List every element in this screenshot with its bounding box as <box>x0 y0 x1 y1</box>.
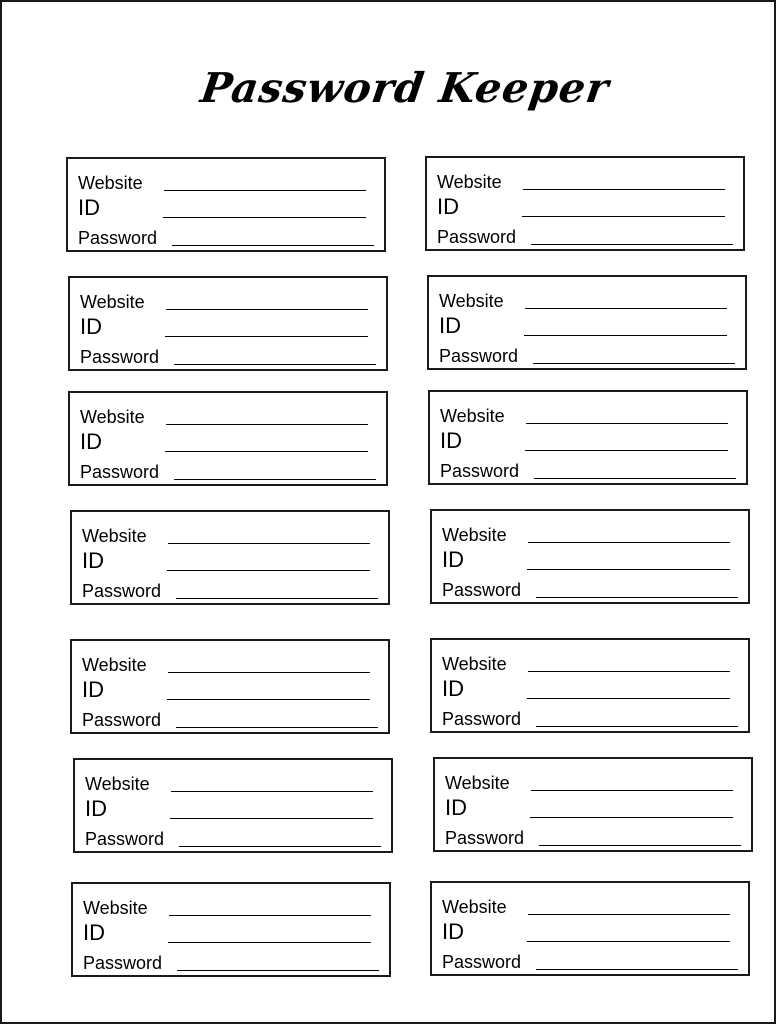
id-row <box>83 922 371 944</box>
id-field[interactable] <box>167 699 370 700</box>
website-label: Website <box>439 291 504 311</box>
password-entry-card <box>73 758 393 853</box>
id-label: ID <box>82 548 104 573</box>
id-row <box>80 431 368 453</box>
id-row <box>85 798 373 820</box>
password-row <box>442 581 738 599</box>
id-field[interactable] <box>524 335 727 336</box>
password-row <box>439 347 735 365</box>
password-field[interactable] <box>536 597 738 598</box>
id-row <box>80 316 368 338</box>
password-label: Password <box>442 709 522 729</box>
password-row <box>445 829 741 847</box>
website-label: Website <box>437 172 502 192</box>
password-row <box>82 711 378 729</box>
password-label: Password <box>78 228 158 248</box>
website-label: Website <box>82 655 147 675</box>
website-label: Website <box>442 897 507 917</box>
password-field[interactable] <box>176 727 378 728</box>
website-field[interactable] <box>528 671 730 672</box>
password-field[interactable] <box>534 478 736 479</box>
website-field[interactable] <box>525 308 727 309</box>
password-row <box>442 710 738 728</box>
password-label: Password <box>80 462 160 482</box>
password-entry-card <box>68 391 388 486</box>
password-field[interactable] <box>172 245 374 246</box>
password-row <box>437 228 733 246</box>
id-row <box>445 797 733 819</box>
website-row <box>437 173 725 191</box>
id-label: ID <box>83 920 105 945</box>
password-row <box>82 582 378 600</box>
website-field[interactable] <box>528 542 730 543</box>
password-entry-card <box>68 276 388 371</box>
website-label: Website <box>445 773 510 793</box>
password-label: Password <box>440 461 520 481</box>
password-entry-card <box>70 510 390 605</box>
password-field[interactable] <box>539 845 741 846</box>
id-field[interactable] <box>167 570 370 571</box>
website-field[interactable] <box>168 543 370 544</box>
id-label: ID <box>440 428 462 453</box>
id-label: ID <box>442 676 464 701</box>
password-row <box>83 954 379 972</box>
id-row <box>442 921 730 943</box>
website-row <box>80 293 368 311</box>
website-label: Website <box>83 898 148 918</box>
id-field[interactable] <box>165 451 368 452</box>
id-field[interactable] <box>530 817 733 818</box>
id-row <box>442 549 730 571</box>
password-label: Password <box>80 347 160 367</box>
website-field[interactable] <box>169 915 371 916</box>
id-field[interactable] <box>525 450 728 451</box>
id-field[interactable] <box>170 818 373 819</box>
website-label: Website <box>442 654 507 674</box>
id-label: ID <box>442 547 464 572</box>
website-row <box>442 898 730 916</box>
website-row <box>78 174 366 192</box>
website-field[interactable] <box>523 189 725 190</box>
password-row <box>78 229 374 247</box>
password-label: Password <box>82 710 162 730</box>
website-row <box>442 655 730 673</box>
id-row <box>439 315 727 337</box>
website-label: Website <box>78 173 143 193</box>
id-row <box>437 196 725 218</box>
password-field[interactable] <box>531 244 733 245</box>
id-row <box>82 550 370 572</box>
password-entry-card <box>430 509 750 604</box>
id-row <box>82 679 370 701</box>
password-entry-card <box>430 638 750 733</box>
id-field[interactable] <box>168 942 371 943</box>
website-field[interactable] <box>164 190 366 191</box>
website-field[interactable] <box>528 914 730 915</box>
password-entry-card <box>433 757 753 852</box>
password-label: Password <box>445 828 525 848</box>
password-field[interactable] <box>174 364 376 365</box>
password-field[interactable] <box>536 969 738 970</box>
id-row <box>78 197 366 219</box>
website-field[interactable] <box>526 423 728 424</box>
password-field[interactable] <box>174 479 376 480</box>
website-row <box>445 774 733 792</box>
password-label: Password <box>83 953 163 973</box>
id-field[interactable] <box>165 336 368 337</box>
password-label: Password <box>82 581 162 601</box>
id-label: ID <box>437 194 459 219</box>
website-field[interactable] <box>168 672 370 673</box>
password-row <box>442 953 738 971</box>
website-row <box>85 775 373 793</box>
password-row <box>440 462 736 480</box>
website-row <box>80 408 368 426</box>
password-label: Password <box>439 346 519 366</box>
id-field[interactable] <box>527 941 730 942</box>
id-label: ID <box>439 313 461 338</box>
id-label: ID <box>82 677 104 702</box>
id-label: ID <box>80 429 102 454</box>
id-field[interactable] <box>163 217 366 218</box>
website-field[interactable] <box>166 424 368 425</box>
website-label: Website <box>85 774 150 794</box>
website-field[interactable] <box>531 790 733 791</box>
password-entry-card <box>66 157 386 252</box>
website-row <box>442 526 730 544</box>
password-label: Password <box>437 227 517 247</box>
id-field[interactable] <box>527 569 730 570</box>
id-label: ID <box>78 195 100 220</box>
website-field[interactable] <box>171 791 373 792</box>
password-entry-card <box>71 882 391 977</box>
website-label: Website <box>80 407 145 427</box>
website-row <box>82 527 370 545</box>
id-field[interactable] <box>527 698 730 699</box>
password-entry-card <box>70 639 390 734</box>
password-field[interactable] <box>536 726 738 727</box>
password-label: Password <box>442 580 522 600</box>
password-row <box>80 348 376 366</box>
password-entry-card <box>427 275 747 370</box>
website-label: Website <box>82 526 147 546</box>
website-row <box>439 292 727 310</box>
password-field[interactable] <box>177 970 379 971</box>
id-row <box>442 678 730 700</box>
id-field[interactable] <box>522 216 725 217</box>
website-row <box>440 407 728 425</box>
password-entry-card <box>430 881 750 976</box>
id-label: ID <box>85 796 107 821</box>
password-entry-card <box>425 156 745 251</box>
website-label: Website <box>80 292 145 312</box>
page-title: Password Keeper <box>197 64 613 112</box>
website-label: Website <box>442 525 507 545</box>
password-entry-card <box>428 390 748 485</box>
password-field[interactable] <box>533 363 735 364</box>
website-label: Website <box>440 406 505 426</box>
website-field[interactable] <box>166 309 368 310</box>
password-field[interactable] <box>179 846 381 847</box>
id-label: ID <box>442 919 464 944</box>
password-row <box>80 463 376 481</box>
password-field[interactable] <box>176 598 378 599</box>
password-row <box>85 830 381 848</box>
password-label: Password <box>442 952 522 972</box>
password-label: Password <box>85 829 165 849</box>
id-label: ID <box>445 795 467 820</box>
website-row <box>83 899 371 917</box>
id-row <box>440 430 728 452</box>
website-row <box>82 656 370 674</box>
id-label: ID <box>80 314 102 339</box>
